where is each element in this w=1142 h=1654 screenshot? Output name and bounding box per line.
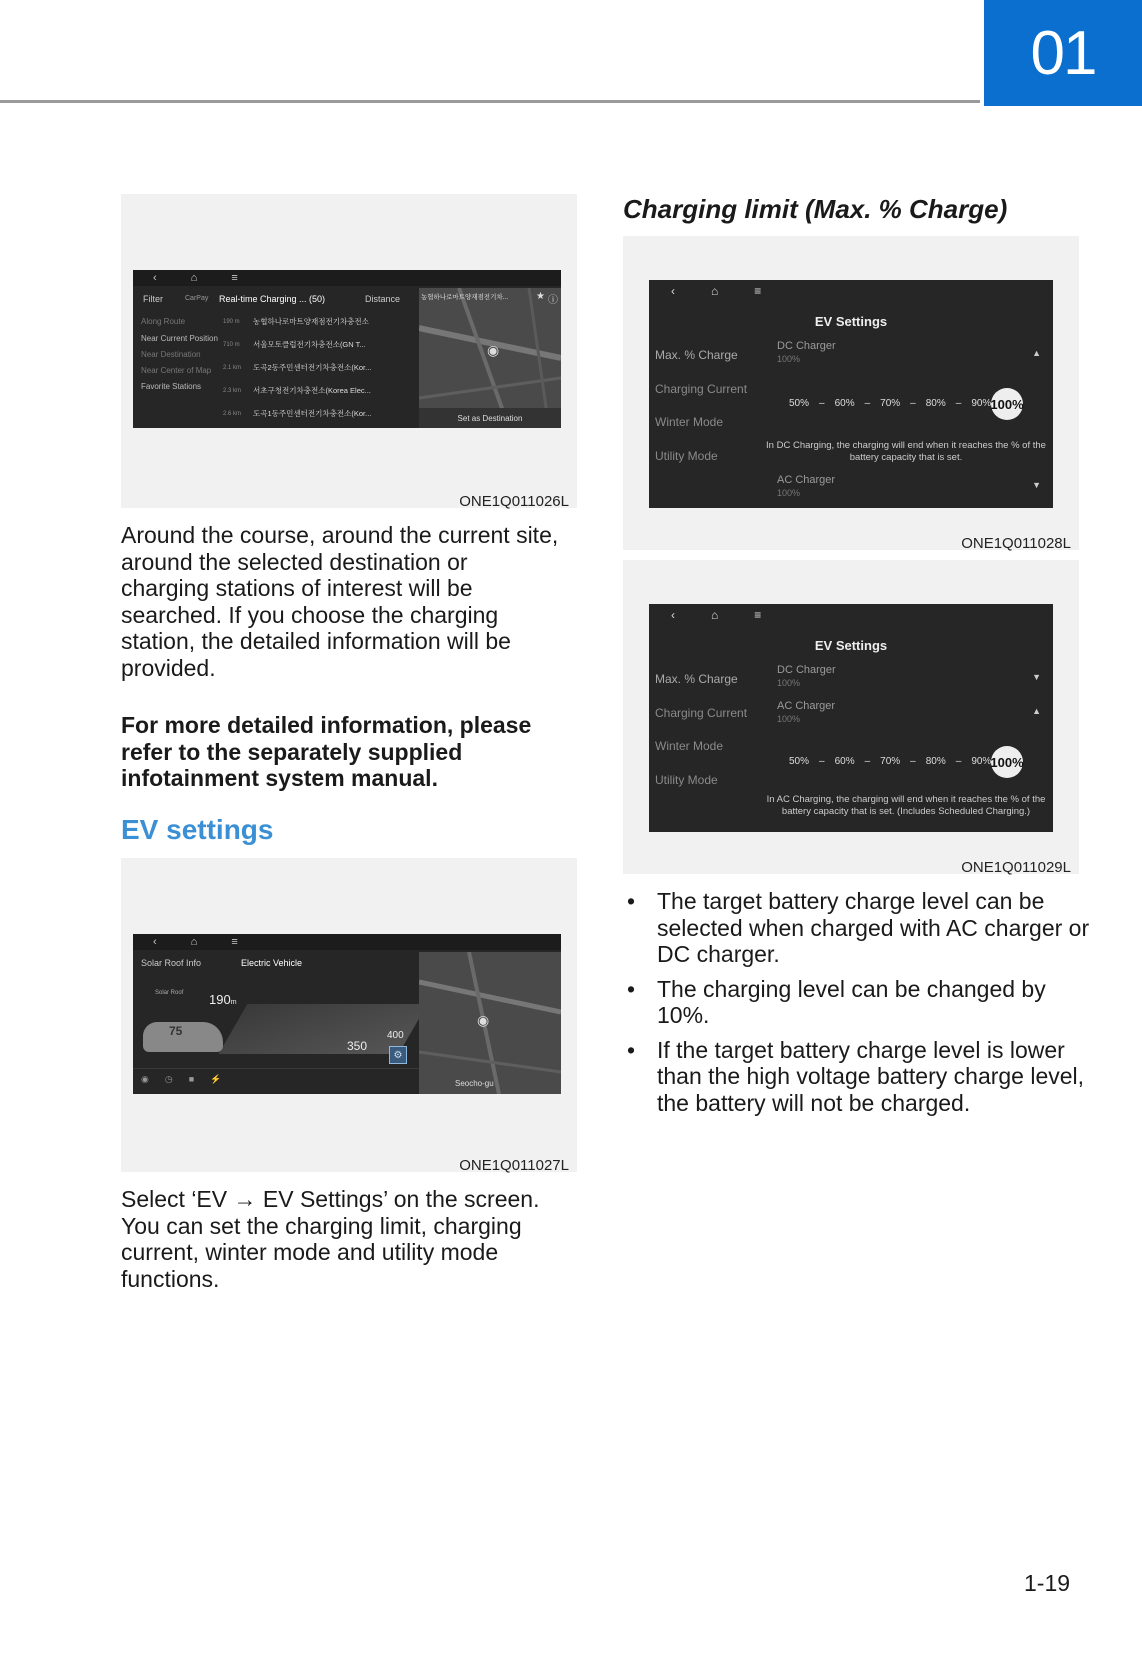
battery-level: 75 <box>169 1024 183 1038</box>
info-icon[interactable]: ⓘ <box>548 295 558 306</box>
list-item[interactable] <box>223 402 401 425</box>
figure-navigation-charging <box>121 194 577 508</box>
page-number: 1-19 <box>1024 1570 1071 1596</box>
scale-80[interactable]: 80% <box>925 398 946 409</box>
scale-dash: – <box>819 756 825 767</box>
chapter-number: 01 <box>1030 18 1096 88</box>
scale-70[interactable]: 70% <box>880 756 901 767</box>
carpay-label: CarPay <box>185 295 209 302</box>
tab-electric-vehicle[interactable]: Electric Vehicle <box>241 958 303 968</box>
heading-ev-settings: EV settings <box>121 814 274 845</box>
back-icon[interactable]: ‹ <box>671 284 675 298</box>
scale-dash: – <box>910 756 916 767</box>
menu-charging-current[interactable]: Charging Current <box>655 382 748 396</box>
screen-electric-vehicle <box>133 934 561 1094</box>
location-pin-icon: ◉ <box>487 342 500 358</box>
distance: 2.3 km <box>223 387 242 394</box>
distance: 2.1 km <box>223 364 242 371</box>
header-rule <box>0 100 980 103</box>
car-icon <box>143 1022 223 1052</box>
charge-scale[interactable] <box>789 398 991 409</box>
menu-icon[interactable]: ≡ <box>754 608 762 622</box>
station-name: 농협하나로마트양재점전기차충전소 <box>253 317 369 326</box>
bullet-icon: • <box>627 1036 636 1063</box>
charging-limit-bullets <box>623 888 1093 1124</box>
scale-90[interactable]: 90% <box>971 756 992 767</box>
sidebar-item-favorite[interactable]: Favorite Stations <box>141 382 202 391</box>
distance-two: 400 <box>387 1030 404 1041</box>
clock-icon[interactable]: ◷ <box>164 1074 173 1084</box>
sidebar-item-along-route[interactable]: Along Route <box>141 317 186 326</box>
back-icon[interactable]: ‹ <box>153 272 157 284</box>
menu-icon[interactable]: ≡ <box>231 936 238 948</box>
set-destination-label: Set as Destination <box>457 413 523 423</box>
scale-50[interactable]: 50% <box>789 398 810 409</box>
list-item[interactable] <box>223 310 401 333</box>
star-icon[interactable]: ★ <box>536 291 545 302</box>
collapse-arrow-icon[interactable]: ▲ <box>1032 706 1041 716</box>
list-title: Real-time Charging ... (50) <box>219 294 326 304</box>
settings-icon[interactable]: ⚙ <box>389 1046 407 1064</box>
scale-dash: – <box>864 756 871 767</box>
solar-roof-label: Solar Roof <box>155 990 184 996</box>
scale-60[interactable]: 60% <box>834 756 855 767</box>
home-icon[interactable]: ⌂ <box>190 936 198 948</box>
list-item[interactable] <box>223 379 401 402</box>
ac-charger-label: AC Charger <box>777 474 836 486</box>
filter-label[interactable]: Filter <box>143 294 163 304</box>
scale-dash: – <box>955 756 962 767</box>
station-name: 도곡2동주민센터전기차충전소(Kor... <box>253 363 372 372</box>
scale-dash: – <box>864 398 871 409</box>
distance: 2.6 km <box>223 410 242 417</box>
screen-ev-settings-ac <box>649 604 1053 832</box>
menu-max-charge[interactable]: Max. % Charge <box>655 348 738 362</box>
ac-charger-label: AC Charger <box>777 700 836 712</box>
expand-arrow-icon[interactable]: ▼ <box>1032 480 1041 490</box>
bullet-icon: • <box>627 975 636 1002</box>
figure-electric-vehicle-home <box>121 858 577 1172</box>
figure-code: ONE1Q011028L <box>961 535 1071 552</box>
dc-charger-label: DC Charger <box>777 664 836 676</box>
ac-charger-option[interactable] <box>777 700 835 726</box>
list-item[interactable] <box>223 356 401 379</box>
menu-utility-mode[interactable]: Utility Mode <box>655 773 718 787</box>
menu-winter-mode[interactable]: Winter Mode <box>655 739 724 753</box>
lock-icon[interactable]: ■ <box>188 1074 195 1084</box>
map-title: 농협하나로마트양재점전기차... <box>421 294 509 301</box>
distance: 190 m <box>223 318 240 325</box>
scale-60[interactable]: 60% <box>834 398 855 409</box>
paragraph-search-description: Around the course, around the current site, around the selected destination or charging stations of interest will be searched. If you choose the charging station, the detailed information will be provided. <box>121 522 559 681</box>
list-item <box>623 888 1093 968</box>
menu-charging-current[interactable]: Charging Current <box>655 706 748 720</box>
menu-icon[interactable]: ≡ <box>754 284 762 298</box>
chapter-tab <box>984 0 1142 106</box>
paragraph-select-ev-settings: Select ‘EV → EV Settings’ on the screen. You can set the charging limit, charging current, winter mode and utility mode functions. <box>121 1186 540 1292</box>
set-destination-button[interactable] <box>419 408 561 428</box>
collapse-arrow-icon[interactable]: ▲ <box>1032 348 1041 358</box>
list-item <box>623 1037 1093 1117</box>
power-icon[interactable]: ◉ <box>141 1074 149 1084</box>
figure-code: ONE1Q011026L <box>459 493 569 510</box>
menu-icon[interactable]: ≡ <box>231 272 238 284</box>
scale-50[interactable]: 50% <box>789 756 810 767</box>
back-icon[interactable]: ‹ <box>153 936 157 948</box>
ac-charger-value: 100% <box>777 714 801 724</box>
bullet-icon: • <box>627 888 636 914</box>
dc-charger-option[interactable] <box>777 664 836 690</box>
home-icon[interactable]: ⌂ <box>711 608 719 622</box>
scale-dash: – <box>819 398 825 409</box>
location-label: Seocho-gu <box>455 1079 494 1088</box>
distance-one: 350 <box>347 1039 368 1053</box>
station-name: 서초구청전기차충전소(Korea Elec... <box>253 386 371 395</box>
menu-max-charge[interactable]: Max. % Charge <box>655 672 738 686</box>
dc-charger-option[interactable] <box>777 340 836 366</box>
bullet-text: If the target battery charge level is lower than the high voltage battery charge level, the battery will not be charged. <box>657 1036 1085 1116</box>
sidebar-item-near-center[interactable]: Near Center of Map <box>141 366 212 375</box>
sort-label[interactable]: Distance <box>365 294 401 304</box>
dc-charger-value: 100% <box>777 354 801 364</box>
menu-winter-mode[interactable]: Winter Mode <box>655 415 724 429</box>
scale-dash: – <box>910 398 916 409</box>
range-value: 190 <box>209 992 231 1007</box>
map-panel[interactable] <box>419 952 561 1094</box>
sidebar-item-near-destination[interactable]: Near Destination <box>141 350 201 359</box>
note-infotainment-manual: For more detailed information, please refer to the separately supplied infotainment system manual. <box>121 712 532 791</box>
scale-dash: – <box>955 398 962 409</box>
sidebar-item-near-current[interactable]: Near Current Position <box>141 334 218 343</box>
figure-code: ONE1Q011027L <box>459 1157 569 1174</box>
expand-arrow-icon[interactable]: ▼ <box>1032 672 1041 682</box>
range-unit: m <box>230 999 237 1006</box>
selected-percent-badge[interactable]: 100% <box>991 746 1023 778</box>
figure-code: ONE1Q011029L <box>961 859 1071 876</box>
bullet-text: The charging level can be changed by 10%. <box>657 975 1046 1028</box>
ac-charger-option[interactable] <box>777 474 835 500</box>
map-roads <box>419 952 561 1094</box>
dc-charger-label: DC Charger <box>777 340 836 352</box>
ac-charging-note: In AC Charging, the charging will end when it reaches the % of the battery capacity that is set. (Includes Scheduled Charging.) <box>766 794 1046 817</box>
distance: 710 m <box>223 341 240 348</box>
plug-icon[interactable]: ⚡ <box>210 1074 222 1084</box>
station-name: 도곡1동주민센터전기차충전소(Kor... <box>253 409 372 418</box>
ev-settings-title: EV Settings <box>814 638 888 653</box>
station-name: 서울모토클럽전기차충전소(GN T... <box>253 340 366 349</box>
scale-80[interactable]: 80% <box>925 756 946 767</box>
home-icon[interactable]: ⌂ <box>190 272 198 284</box>
selected-percent-badge[interactable]: 100% <box>991 388 1023 420</box>
list-item[interactable] <box>223 333 401 356</box>
charge-scale[interactable] <box>789 756 991 767</box>
screen-ev-settings-dc <box>649 280 1053 508</box>
map-panel[interactable] <box>419 288 561 428</box>
scale-70[interactable]: 70% <box>880 398 901 409</box>
home-icon[interactable]: ⌂ <box>711 284 719 298</box>
dc-charging-note: In DC Charging, the charging will end when it reaches the % of the battery capacity that is set. <box>766 440 1046 463</box>
ev-settings-title: EV Settings <box>814 314 888 329</box>
heading-charging-limit: Charging limit (Max. % Charge) <box>623 194 1008 224</box>
dc-charger-value: 100% <box>777 678 801 688</box>
figure-ev-settings-dc <box>623 236 1079 550</box>
location-pin-icon: ◉ <box>477 1012 490 1028</box>
screen-charging-stations <box>133 270 561 428</box>
scale-90[interactable]: 90% <box>971 398 992 409</box>
figure-ev-settings-ac <box>623 560 1079 874</box>
menu-utility-mode[interactable]: Utility Mode <box>655 449 718 463</box>
back-icon[interactable]: ‹ <box>671 608 675 622</box>
list-item <box>623 976 1093 1029</box>
tab-solar-roof-info[interactable]: Solar Roof Info <box>141 958 202 968</box>
ac-charger-value: 100% <box>777 488 801 498</box>
bullet-text: The target battery charge level can be selected when charged with AC charger or DC charger. <box>657 888 1090 967</box>
